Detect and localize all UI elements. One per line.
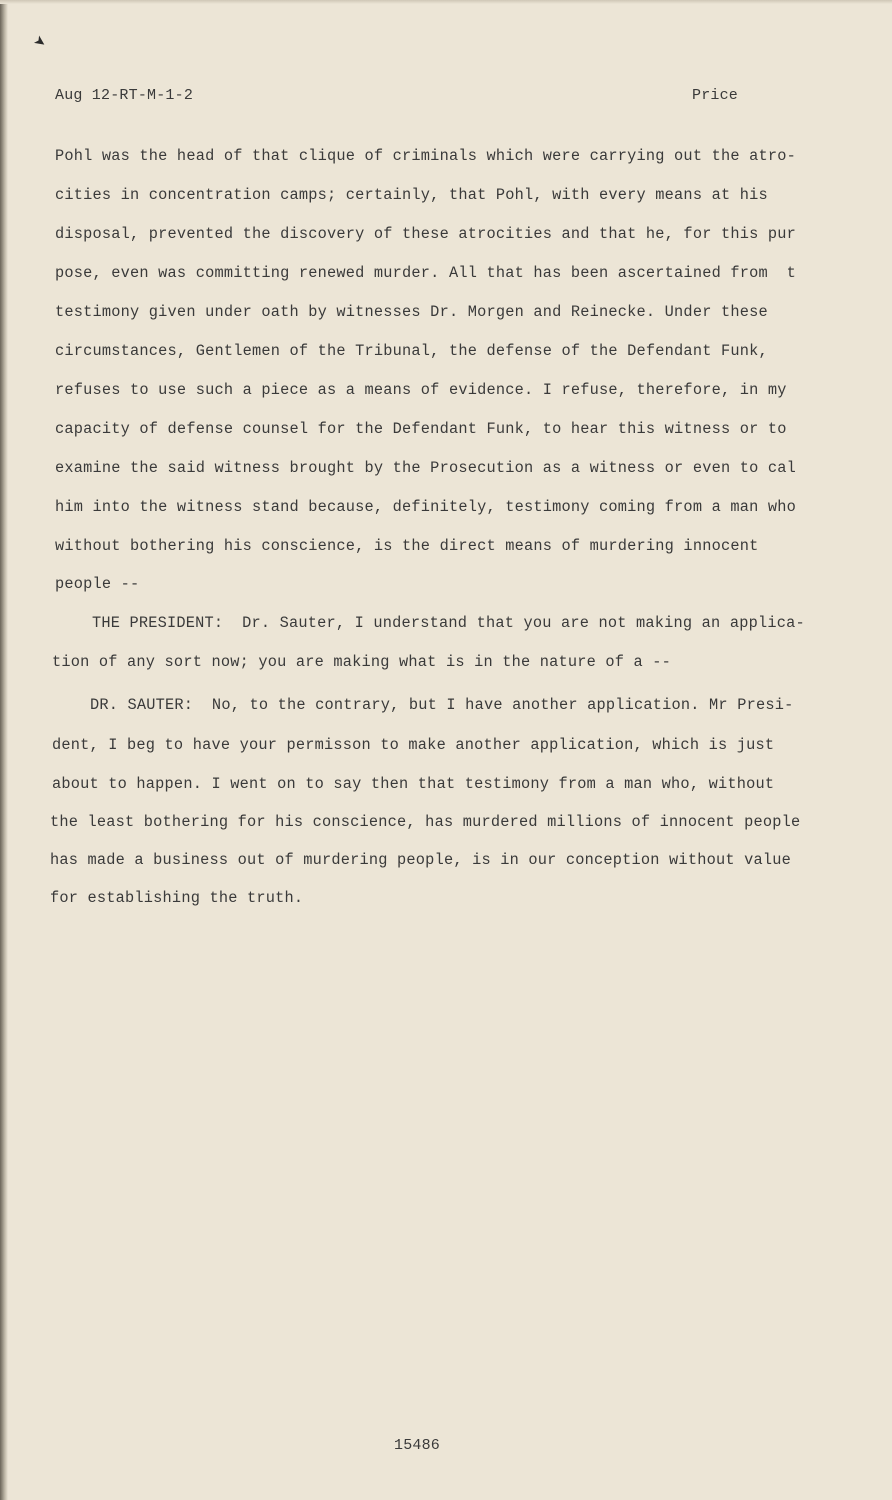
body-line: tion of any sort now; you are making what is in the nature of a -- <box>52 653 672 671</box>
body-line: without bothering his conscience, is the direct means of murdering innocent <box>55 537 759 555</box>
body-line: capacity of defense counsel for the Defendant Funk, to hear this witness or to <box>55 420 787 438</box>
body-line: dent, I beg to have your permisson to make another application, which is just <box>52 736 775 754</box>
body-line: pose, even was committing renewed murder. All that has been ascertained from t <box>55 264 796 282</box>
body-line: examine the said witness brought by the Prosecution as a witness or even to cal <box>55 459 796 477</box>
body-line: him into the witness stand because, definitely, testimony coming from a man who <box>55 498 796 516</box>
speaker-line-president: THE PRESIDENT: Dr. Sauter, I understand that you are not making an applica- <box>92 614 805 632</box>
body-line: about to happen. I went on to say then that testimony from a man who, without <box>52 775 775 793</box>
speaker-line-sauter: DR. SAUTER: No, to the contrary, but I have another application. Mr Presi- <box>90 696 794 714</box>
body-line: for establishing the truth. <box>50 889 304 907</box>
body-line: circumstances, Gentlemen of the Tribunal, the defense of the Defendant Funk, <box>55 342 768 360</box>
header-name: Price <box>692 87 739 104</box>
page-top-edge <box>0 0 892 4</box>
body-line: has made a business out of murdering people, is in our conception without value <box>50 851 791 869</box>
body-line: Pohl was the head of that clique of criminals which were carrying out the atro- <box>55 147 796 165</box>
page-edge-shadow <box>0 0 8 1500</box>
page-number: 15486 <box>394 1437 441 1454</box>
body-line: people -- <box>55 575 140 593</box>
body-line: testimony given under oath by witnesses Dr. Morgen and Reinecke. Under these <box>55 303 768 321</box>
ink-mark: ➤ <box>30 32 50 52</box>
header-reference: Aug 12-RT-M-1-2 <box>55 87 194 104</box>
body-line: cities in concentration camps; certainly, that Pohl, with every means at his <box>55 186 768 204</box>
body-line: disposal, prevented the discovery of these atrocities and that he, for this pur <box>55 225 796 243</box>
body-line: refuses to use such a piece as a means of evidence. I refuse, therefore, in my <box>55 381 787 399</box>
body-line: the least bothering for his conscience, has murdered millions of innocent people <box>50 813 801 831</box>
